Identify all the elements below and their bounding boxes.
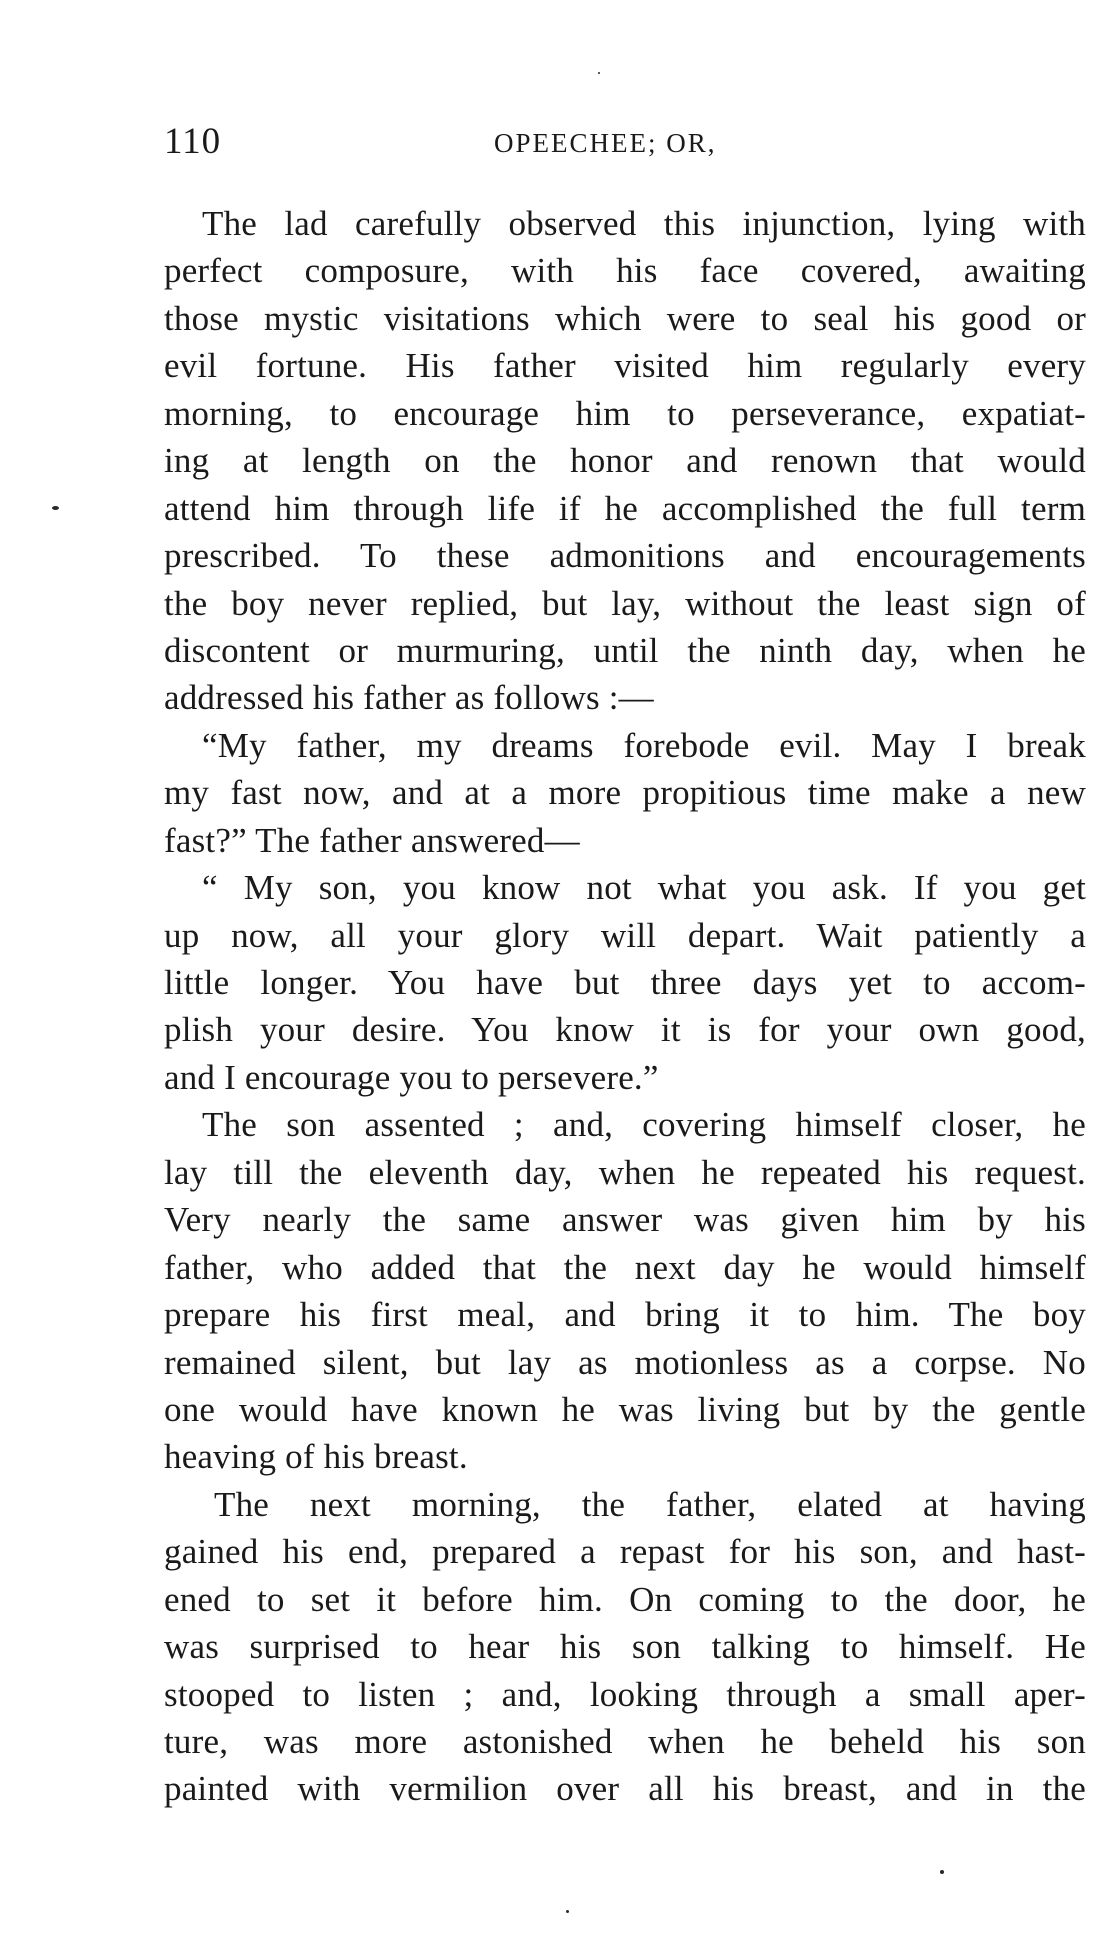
- text-line: the boy never replied, but lay, without the least sign of: [164, 583, 1086, 623]
- text-line: little longer. You have but three days yet to accom-: [164, 963, 1086, 1002]
- text-line: attend him through life if he accomplished the full term: [164, 488, 1086, 528]
- text-line: gained his end, prepared a repast for his son, and hast-: [164, 1532, 1086, 1572]
- text-line: “My father, my dreams forebode evil. May I break: [202, 725, 1086, 765]
- text-line: prescribed. To these admonitions and encouragements: [164, 536, 1086, 576]
- text-line: one would have known he was living but by the gentle: [164, 1389, 1086, 1429]
- scan-speck: [598, 72, 600, 74]
- text-line: stooped to listen ; and, looking through a small aper-: [164, 1674, 1086, 1714]
- text-line: plish your desire. You know it is for your own good,: [164, 1010, 1086, 1050]
- page-number: 110: [164, 121, 222, 162]
- text-line: up now, all your glory will depart. Wait patiently a: [164, 915, 1086, 955]
- text-line: prepare his first meal, and bring it to him. The boy: [164, 1295, 1086, 1335]
- text-line: ture, was more astonished when he beheld his son: [164, 1722, 1086, 1761]
- scan-speck: [566, 1910, 569, 1913]
- text-line: addressed his father as follows :—: [164, 678, 654, 718]
- text-line: morning, to encourage him to perseverance, expatiat-: [164, 393, 1086, 433]
- text-line: heaving of his breast.: [164, 1437, 468, 1477]
- text-line: father, who added that the next day he would himself: [164, 1247, 1086, 1287]
- text-line: painted with vermilion over all his breast, and in the: [164, 1769, 1086, 1809]
- scan-speck: [940, 1870, 944, 1874]
- text-line: evil fortune. His father visited him regularly every: [164, 346, 1086, 386]
- running-head: [164, 120, 1086, 170]
- text-line: The next morning, the father, elated at having: [214, 1484, 1086, 1524]
- text-line: lay till the eleventh day, when he repeated his request.: [164, 1152, 1086, 1192]
- text-line: fast?” The father answered—: [164, 820, 580, 860]
- text-line: Very nearly the same answer was given him by his: [164, 1200, 1086, 1240]
- scan-speck: [52, 506, 59, 510]
- running-title: OPEECHEE; OR,: [494, 128, 717, 158]
- text-line: ing at length on the honor and renown that would: [164, 441, 1086, 481]
- body-text: [164, 200, 1086, 1813]
- text-line: those mystic visitations which were to seal his good or: [164, 298, 1086, 338]
- text-line: my fast now, and at a more propitious time make a new: [164, 773, 1086, 813]
- text-line: “ My son, you know not what you ask. If you get: [202, 868, 1086, 908]
- text-line: The son assented ; and, covering himself closer, he: [202, 1105, 1086, 1145]
- text-line: perfect composure, with his face covered, awaiting: [164, 251, 1086, 291]
- text-line: The lad carefully observed this injunction, lying with: [202, 204, 1086, 243]
- text-line: and I encourage you to persevere.”: [164, 1057, 659, 1097]
- text-line: remained silent, but lay as motionless as a corpse. No: [164, 1342, 1086, 1382]
- text-line: ened to set it before him. On coming to the door, he: [164, 1579, 1086, 1619]
- text-line: was surprised to hear his son talking to himself. He: [164, 1627, 1086, 1667]
- text-line: discontent or murmuring, until the ninth day, when he: [164, 630, 1086, 670]
